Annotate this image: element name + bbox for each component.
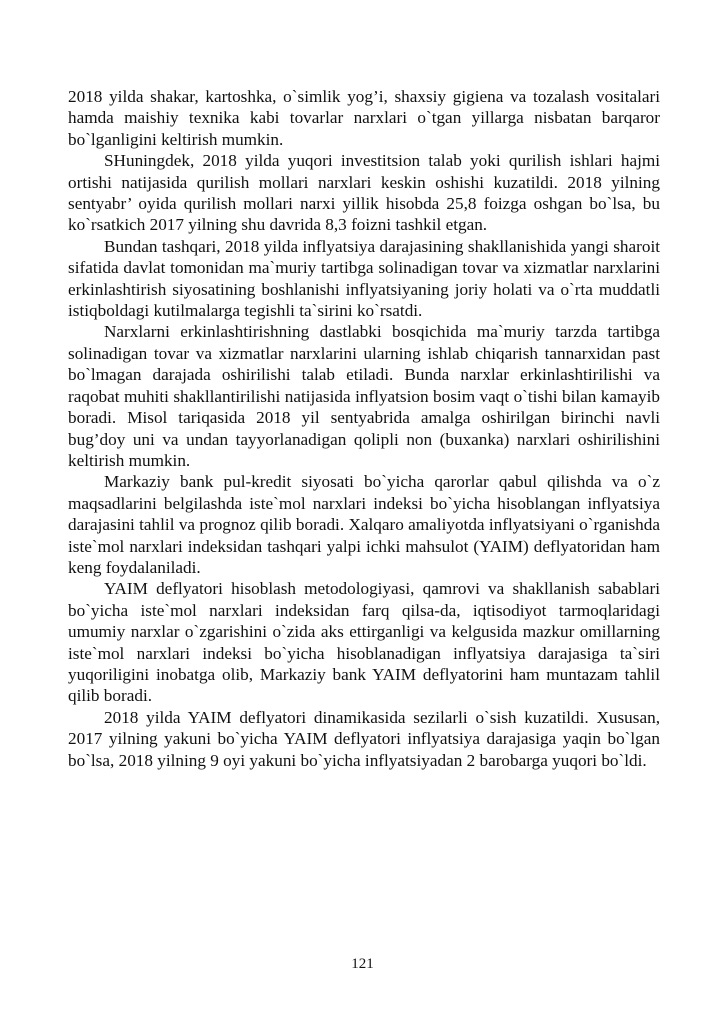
paragraph-2: SHuningdek, 2018 yilda yuqori investitsion talab yoki qurilish ishlari hajmi ortishi natijasida qurilish mollari narxlari keskin oshishi kuzatildi. 2018 yilning sentyabr’ oyida qurilish mollari narxi yillik hisobda 25,8 foizga oshgan bo`lsa, bu ko`rsatkich 2017 yilning shu davrida 8,3 foizni tashkil etgan. — [68, 151, 660, 235]
document-body — [68, 86, 660, 771]
paragraph-1: 2018 yilda shakar, kartoshka, o`simlik yog’i, shaxsiy gigiena va tozalash vositalari hamda maishiy texnika kabi tovarlar narxlari o`tgan yillarga nisbatan barqaror bo`lganligini keltirish mumkin. — [68, 87, 660, 149]
page-number: 121 — [351, 956, 374, 972]
paragraph-6: YAIM deflyatori hisoblash metodologiyasi, qamrovi va shakllanish sabablari bo`yicha iste`mol narxlari indeksidan farq qilsa-da, iqtisodiyot tarmoqlaridagi umumiy narxlar o`zgarishini o`zida aks ettirganligi va kelgusida mazkur omillarning iste`mol narxlari indeksi bo`yicha hisoblanadigan inflyatsiya darajasiga ta`siri yuqoriligini inobatga olib, Markaziy bank YAIM deflyatorini ham muntazam tahlil qilib boradi. — [68, 579, 660, 706]
paragraph-3: Bundan tashqari, 2018 yilda inflyatsiya darajasining shakllanishida yangi sharoit sifatida davlat tomonidan ma`muriy tartibga solinadigan tovar va xizmatlar narxlarini erkinlashtirish siyosatining boshlanishi inflyatsiyaning joriy holati va o`rta muddatli istiqboldagi kutilmalarga tegishli ta`sirini ko`rsatdi. — [68, 236, 660, 321]
paragraph-5: Markaziy bank pul-kredit siyosati bo`yicha qarorlar qabul qilishda va o`z maqsadlarini belgilashda iste`mol narxlari indeksi bo`yicha hisoblangan inflyatsiya darajasini tahlil va prognoz qilib boradi. Xalqaro amaliyotda inflyatsiyani o`rganishda iste`mol narxlari indeksidan tashqari yalpi ichki mahsulot (YAIM) deflyatoridan ham keng foydalaniladi. — [68, 472, 660, 577]
paragraph-4: Narxlarni erkinlashtirishning dastlabki bosqichida ma`muriy tarzda tartibga solinadigan tovar va xizmatlar narxlarini ularning ishlab chiqarish tannarxidan past bo`lmagan darajada oshirilishi talab etiladi. Bunda narxlar erkinlashtirilishi va raqobat muhiti shakllantirilishi natijasida inflyatsion bosim vaqt o`tishi bilan kamayib boradi. Misol tariqasida 2018 yil sentyabrida amalga oshirilgan birinchi navli bug’doy uni va undan tayyorlanadigan qolipli non (buxanka) narxlari oshirilishini keltirish mumkin. — [68, 322, 660, 470]
paragraph-7: 2018 yilda YAIM deflyatori dinamikasida sezilarli o`sish kuzatildi. Xususan, 2017 yilning yakuni bo`yicha YAIM deflyatori inflyatsiya darajasiga yaqin bo`lgan bo`lsa, 2018 yilning 9 oyi yakuni bo`yicha inflyatsiyadan 2 barobarga yuqori bo`ldi. — [68, 707, 660, 770]
